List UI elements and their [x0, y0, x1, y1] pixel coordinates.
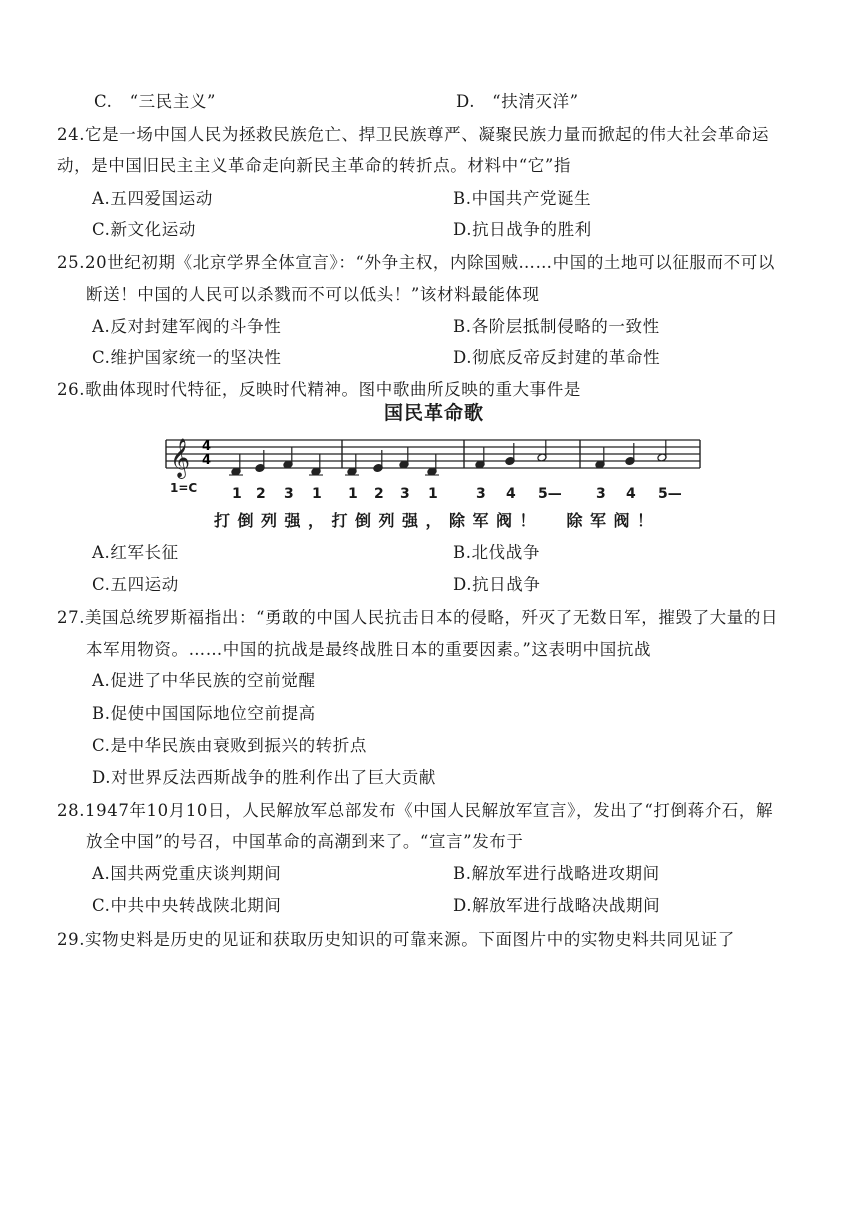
q25-option-c: C.维护国家统一的坚决性	[92, 348, 282, 367]
music-staff	[160, 430, 710, 480]
q25-option-d: D.彻底反帝反封建的革命性	[453, 348, 661, 367]
jianpu-note: 4	[506, 486, 516, 502]
q26-stem-line1: 26.歌曲体现时代特征，反映时代精神。图中歌曲所反映的重大事件是	[57, 380, 581, 399]
q29-stem-line1: 29.实物史料是历史的见证和获取历史知识的可靠来源。下面图片中的实物史料共同见证了	[57, 930, 735, 949]
q23-option-d: D. “扶清灭洋”	[456, 92, 579, 111]
jianpu-note: 1	[232, 486, 242, 502]
q27-option-d: D.对世界反法西斯战争的胜利作出了巨大贡献	[92, 768, 436, 787]
jianpu-note: 1	[312, 486, 322, 502]
q27-option-a: A.促进了中华民族的空前觉醒	[92, 671, 316, 690]
time-signature-top: 4	[202, 439, 212, 454]
q25-stem-line1: 25.20世纪初期《北京学界全体宣言》：“外争主权，内除国贼……中国的土地可以征服而不可以	[57, 253, 775, 272]
q28-option-d: D.解放军进行战略决战期间	[453, 896, 661, 915]
q26-option-c: C.五四运动	[92, 575, 179, 594]
jianpu-note: 3	[400, 486, 410, 502]
q27-option-c: C.是中华民族由衰败到振兴的转折点	[92, 736, 367, 755]
q27-stem-line1: 27.美国总统罗斯福指出：“勇敢的中国人民抗击日本的侵略，歼灭了无数日军，摧毁了大量的日	[57, 608, 779, 627]
q28-option-c: C.中共中央转战陕北期间	[92, 896, 282, 915]
q23-option-c: C. “三民主义”	[94, 92, 217, 111]
q26-option-b: B.北伐战争	[453, 543, 540, 562]
q24-stem-line2: 动，是中国旧民主主义革命走向新民主革命的转折点。材料中“它”指	[57, 156, 571, 175]
jianpu-note: 3	[596, 486, 606, 502]
q28-stem-line2: 放全中国”的号召，中国革命的高潮到来了。“宣言”发布于	[86, 832, 524, 851]
jianpu-note: 1	[348, 486, 358, 502]
jianpu-note: 3	[476, 486, 486, 502]
q24-option-a: A.五四爱国运动	[92, 189, 213, 208]
q24-stem-line1: 24.它是一场中国人民为拯救民族危亡、捍卫民族尊严、凝聚民族力量而掀起的伟大社会革命运	[57, 125, 770, 144]
jianpu-note: 2	[374, 486, 384, 502]
q26-option-a: A.红军长征	[92, 543, 179, 562]
q24-option-b: B.中国共产党诞生	[453, 189, 592, 208]
q24-option-d: D.抗日战争的胜利	[453, 220, 592, 239]
jianpu-note: 1	[428, 486, 438, 502]
q25-option-a: A.反对封建军阀的斗争性	[92, 317, 282, 336]
q24-option-c: C.新文化运动	[92, 220, 196, 239]
time-signature-bottom: 4	[202, 453, 212, 468]
q25-stem-line2: 断送！中国的人民可以杀戮而不可以低头！”该材料最能体现	[86, 285, 540, 304]
treble-clef-icon: 𝄞	[170, 438, 191, 478]
q27-option-b: B.促使中国国际地位空前提高	[92, 704, 316, 723]
q25-option-b: B.各阶层抵制侵略的一致性	[453, 317, 660, 336]
song-lyrics: 打倒列强，打倒列强，除军阀！ 除军阀！	[214, 511, 661, 530]
q28-option-a: A.国共两党重庆谈判期间	[92, 864, 282, 883]
song-title: 国民革命歌	[383, 402, 484, 424]
jianpu-note: 3	[284, 486, 294, 502]
q26-option-d: D.抗日战争	[453, 575, 541, 594]
q27-stem-line2: 本军用物资。……中国的抗战是最终战胜日本的重要因素。”这表明中国抗战	[86, 640, 652, 659]
q28-option-b: B.解放军进行战略进攻期间	[453, 864, 660, 883]
tonic-key: 1=C	[170, 481, 198, 495]
q28-stem-line1: 28.1947年10月10日，人民解放军总部发布《中国人民解放军宣言》，发出了“打倒蒋介石，解	[57, 801, 774, 820]
jianpu-note: 4	[626, 486, 636, 502]
jianpu-note: 5—	[538, 486, 562, 502]
jianpu-note: 5—	[658, 486, 682, 502]
jianpu-note: 2	[256, 486, 266, 502]
